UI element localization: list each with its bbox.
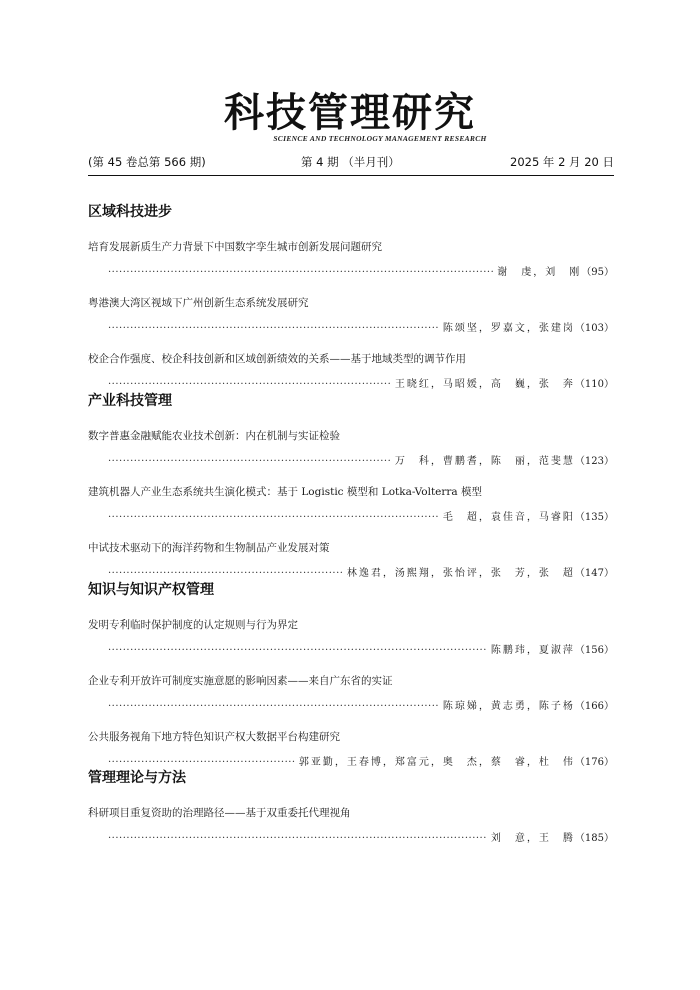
page-number: （176） bbox=[574, 757, 614, 768]
page-number: （95） bbox=[581, 267, 614, 278]
issue-date: 2025 年 2 月 20 日 bbox=[510, 155, 614, 169]
article-title[interactable]: 培育发展新质生产力背景下中国数字孪生城市创新发展问题研究 bbox=[88, 241, 382, 253]
toc-entry[interactable] bbox=[88, 485, 614, 525]
entry-leader-line bbox=[88, 832, 614, 846]
dot-leader bbox=[108, 455, 391, 469]
dot-leader bbox=[108, 511, 439, 525]
article-authors: 王晓红，马昭媛，高 巍，张 奔 bbox=[394, 379, 575, 390]
section-management-theory bbox=[88, 768, 614, 846]
article-authors: 毛 超，袁佳音，马睿阳 bbox=[442, 512, 575, 523]
article-title[interactable]: 科研项目重复资助的治理路径——基于双重委托代理视角 bbox=[88, 807, 351, 819]
section-title: 区域科技进步 bbox=[88, 204, 172, 220]
page-number: （123） bbox=[574, 456, 614, 467]
page-number: （166） bbox=[574, 701, 614, 712]
toc-entry[interactable] bbox=[88, 674, 614, 714]
toc-entry[interactable] bbox=[88, 618, 614, 658]
section-title: 管理理论与方法 bbox=[88, 770, 186, 786]
article-title[interactable]: 公共服务视角下地方特色知识产权大数据平台构建研究 bbox=[88, 731, 340, 743]
toc-entry[interactable] bbox=[88, 806, 614, 846]
page-number: （156） bbox=[574, 645, 614, 656]
page-number: （147） bbox=[574, 568, 614, 579]
article-title[interactable]: 企业专利开放许可制度实施意愿的影响因素——来自广东省的实证 bbox=[88, 675, 393, 687]
article-authors: 郭亚勤，王春博，郑富元，奥 杰，蔡 睿，杜 伟 bbox=[298, 757, 575, 768]
dot-leader bbox=[108, 700, 439, 714]
volume-info: (第 45 卷总第 566 期) bbox=[88, 155, 206, 169]
entry-leader-line bbox=[88, 378, 614, 392]
header-rule bbox=[88, 175, 614, 176]
toc-entry[interactable] bbox=[88, 541, 614, 581]
page-number: （103） bbox=[574, 323, 614, 334]
article-title[interactable]: 粤港澳大湾区视域下广州创新生态系统发展研究 bbox=[88, 297, 309, 309]
section-regional-progress bbox=[88, 202, 614, 392]
entry-leader-line bbox=[88, 322, 614, 336]
toc-entry[interactable] bbox=[88, 352, 614, 392]
dot-leader bbox=[108, 567, 343, 581]
page-number: （135） bbox=[574, 512, 614, 523]
article-title[interactable]: 发明专利临时保护制度的认定规则与行为界定 bbox=[88, 619, 298, 631]
toc-entry[interactable] bbox=[88, 296, 614, 336]
article-authors: 陈鹏玮，夏淑萍 bbox=[490, 645, 575, 656]
dot-leader bbox=[108, 266, 493, 280]
entry-leader-line bbox=[88, 455, 614, 469]
toc-entry[interactable] bbox=[88, 730, 614, 770]
article-authors: 陈颂坚，罗嘉文，张建岗 bbox=[442, 323, 575, 334]
article-authors: 万 科，曹鹏耆，陈 丽，范斐慧 bbox=[394, 456, 575, 467]
entry-leader-line bbox=[88, 511, 614, 525]
journal-subtitle: SCIENCE AND TECHNOLOGY MANAGEMENT RESEARCH bbox=[273, 134, 487, 143]
dot-leader bbox=[108, 644, 487, 658]
article-authors: 陈琼娣，黄志勇，陈子杨 bbox=[442, 701, 575, 712]
toc-entry[interactable] bbox=[88, 240, 614, 280]
masthead bbox=[0, 90, 700, 143]
article-authors: 谢 虔，刘 刚 bbox=[497, 267, 582, 278]
article-title[interactable]: 中试技术驱动下的海洋药物和生物制品产业发展对策 bbox=[88, 542, 330, 554]
section-title: 产业科技管理 bbox=[88, 393, 172, 409]
article-title[interactable]: 数字普惠金融赋能农业技术创新：内在机制与实证检验 bbox=[88, 430, 340, 442]
entry-leader-line bbox=[88, 644, 614, 658]
dot-leader bbox=[108, 322, 439, 336]
dot-leader bbox=[108, 378, 391, 392]
issue-number: 第 4 期 （半月刊） bbox=[301, 155, 400, 169]
page-number: （110） bbox=[574, 379, 614, 390]
section-industry-management bbox=[88, 391, 614, 581]
toc-entry[interactable] bbox=[88, 429, 614, 469]
entry-leader-line bbox=[88, 700, 614, 714]
dot-leader bbox=[108, 832, 487, 846]
article-authors: 刘 意，王 腾 bbox=[490, 833, 575, 844]
journal-title: 科技管理研究 bbox=[224, 89, 476, 136]
page-number: （185） bbox=[574, 833, 614, 844]
entry-leader-line bbox=[88, 266, 614, 280]
article-authors: 林逸君，汤熙翔，张怡评，张 芳，张 超 bbox=[346, 568, 575, 579]
article-title[interactable]: 校企合作强度、校企科技创新和区域创新绩效的关系——基于地域类型的调节作用 bbox=[88, 353, 466, 365]
article-title[interactable]: 建筑机器人产业生态系统共生演化模式：基于 Logistic 模型和 Lotka-Volterra 模型 bbox=[88, 486, 483, 498]
section-ip-management bbox=[88, 580, 614, 770]
section-title: 知识与知识产权管理 bbox=[88, 582, 214, 598]
entry-leader-line bbox=[88, 567, 614, 581]
